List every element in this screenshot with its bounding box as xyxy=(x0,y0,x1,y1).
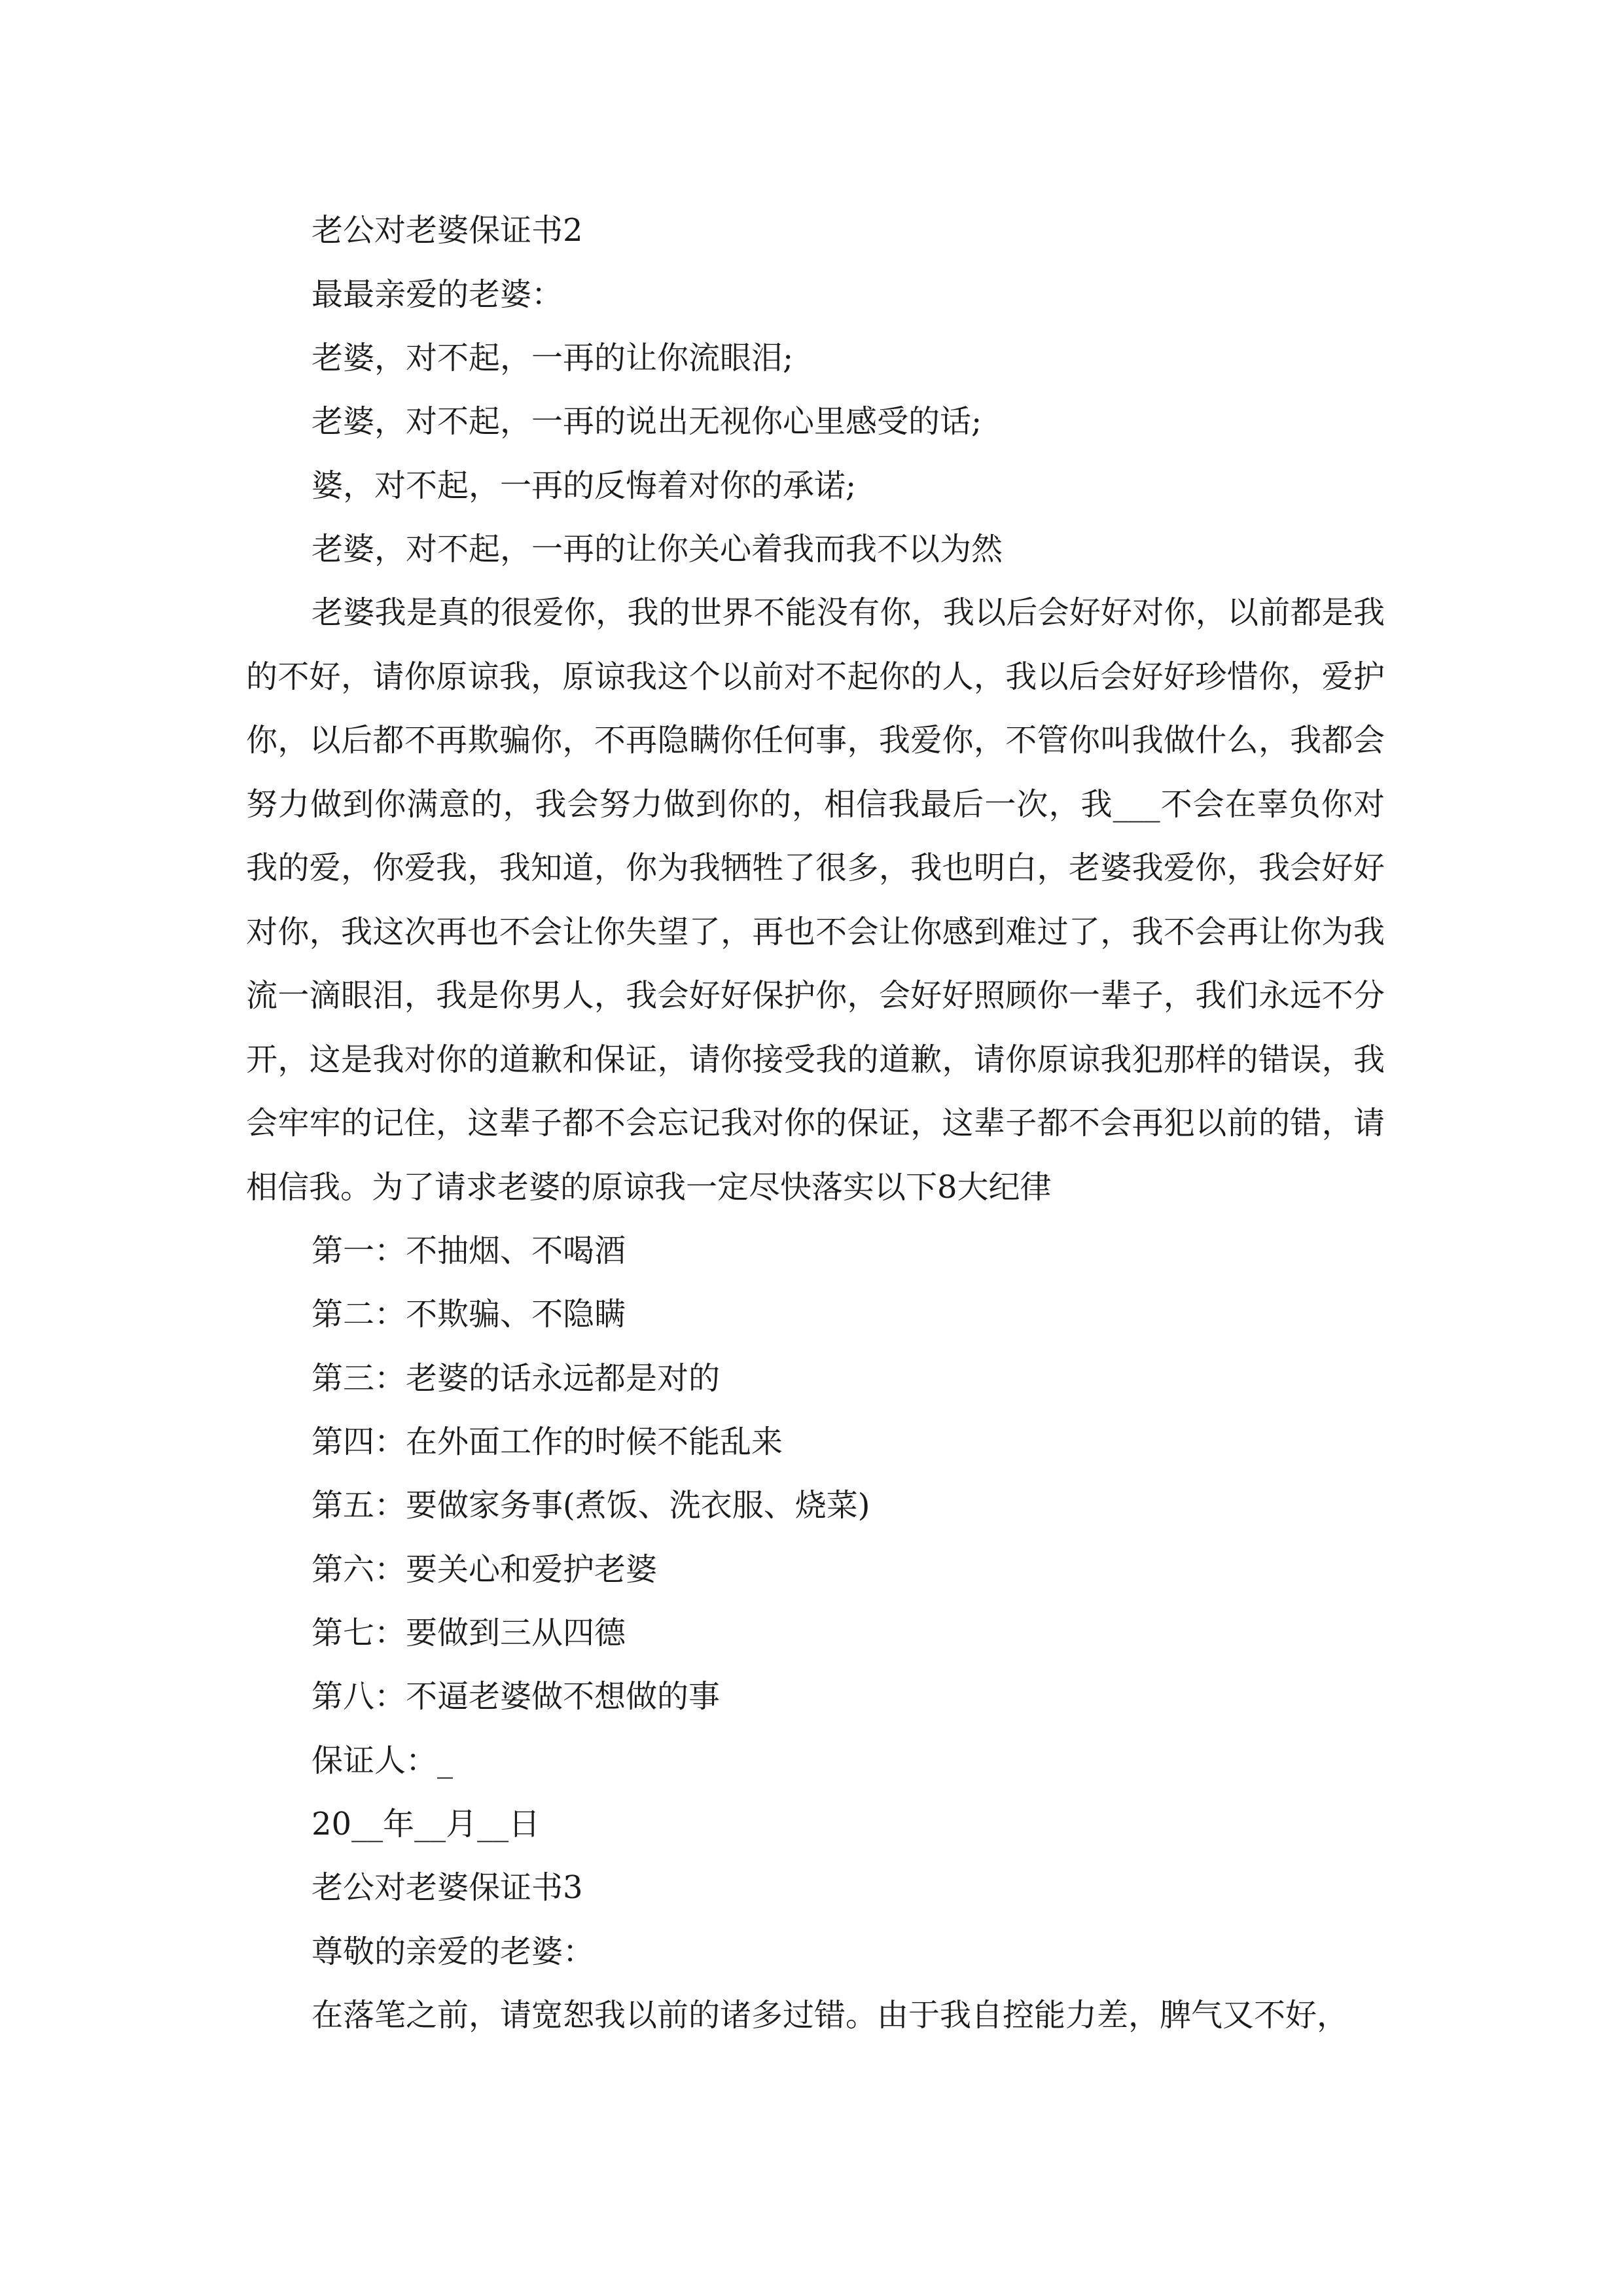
rule-item: 第四：在外面工作的时候不能乱来 xyxy=(312,1424,783,1460)
apology-line: 老婆，对不起，一再的让你流眼泪; xyxy=(312,340,794,376)
rule-item: 第三：老婆的话永远都是对的 xyxy=(312,1360,721,1397)
date-line: 20__年__月__日 xyxy=(312,1806,541,1842)
guarantor-line: 保证人：_ xyxy=(312,1742,454,1779)
letter-2-salutation: 最最亲爱的老婆： xyxy=(312,276,563,313)
rule-item: 第五：要做家务事(煮饭、洗衣服、烧菜) xyxy=(312,1487,870,1524)
rule-item: 第八：不逼老婆做不想做的事 xyxy=(312,1678,721,1715)
apology-line: 老婆，对不起，一再的说出无视你心里感受的话; xyxy=(312,403,982,440)
letter-3-salutation: 尊敬的亲爱的老婆： xyxy=(312,1933,595,1970)
rule-item: 第七：要做到三从四德 xyxy=(312,1615,626,1651)
rule-item: 第一：不抽烟、不喝酒 xyxy=(312,1232,626,1269)
letter-3-title: 老公对老婆保证书3 xyxy=(312,1869,583,1906)
letter-3-opening: 在落笔之前，请宽恕我以前的诸多过错。由于我自控能力差，脾气又不好， xyxy=(312,1997,1349,2034)
letter-2-title: 老公对老婆保证书2 xyxy=(312,212,583,249)
body-paragraph: 老婆我是真的很爱你，我的世界不能没有你，我以后会好好对你，以前都是我的不好，请你原谅我，原谅我这个以前对不起你的人，我以后会好好珍惜你，爱护你，以后都不再欺骗你，不再隐瞒你任何事，我爱你，不管你叫我做什么，我都会努力做到你满意的，我会努力做到你的，相信我最后一次，我___不会在辜负你对我的爱，你爱我，我知道，你为我牺牲了很多，我也明白，老婆我爱你，我会好好对你，我这次再也不会让你失望了，再也不会让你感到难过了，我不会再让你为我流一滴眼泪，我是你男人，我会好好保护你，会好好照顾你一辈子，我们永远不分开，这是我对你的道歉和保证，请你接受我的道歉，请你原谅我犯那样的错误，我会牢牢的记住，这辈子都不会忘记我对你的保证，这辈子都不会再犯以前的错，请相信我。为了请求老婆的原谅我一定尽快落实以下8大纪律 xyxy=(246,594,1385,1206)
apology-line: 老婆，对不起，一再的让你关心着我而我不以为然 xyxy=(312,531,1003,567)
rule-item: 第二：不欺骗、不隐瞒 xyxy=(312,1296,626,1333)
rule-item: 第六：要关心和爱护老婆 xyxy=(312,1551,658,1588)
apology-line: 婆，对不起，一再的反悔着对你的承诺; xyxy=(312,467,857,504)
